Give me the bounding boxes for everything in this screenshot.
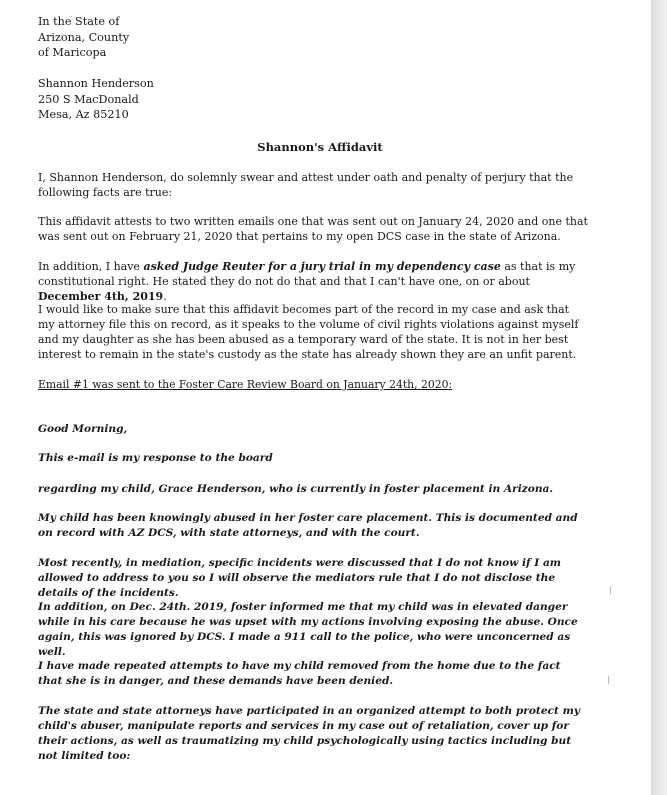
email-greeting: Good Morning, [38,423,128,435]
venue-block [38,14,129,61]
record-paragraph: I would like to make sure that this affidavit becomes part of the record in my case and ask that my attorney file this on record, as it speaks to the volume of civil rights violations against myself and my daughter as she has been abused as a temporary ward of the state. It is not in her best interest to remain in the state's custody as the state has already shown they are an unfit parent. [38,303,579,361]
scan-mark [610,586,611,594]
email-paragraph: My child has been knowingly abused in her foster care placement. This is documented and on record with AZ DCS, with state attorneys, and with the court. [38,512,578,539]
email-paragraph: I have made repeated attempts to have my child removed from the home due to the fact that she is in danger, and these demands have been denied. [38,660,561,687]
jury-request: asked Judge Reuter for a jury trial in my dependency case [143,260,501,273]
address-block [38,76,154,123]
jury-trial-paragraph [38,259,588,304]
venue-line: of Maricopa [38,46,107,59]
email-paragraph: The state and state attorneys have participated in an organized attempt to both protect my child's abuser, manipulate reports and services in my case out of retaliation, cover up for their actions, as well as traumatizing my child psychologically using tactics including but not limited too: [38,705,580,762]
oath-paragraph: I, Shannon Henderson, do solemnly swear and attest under oath and penalty of perjury that the following facts are true: [38,171,574,199]
emails-paragraph: This affidavit attests to two written emails one that was sent out on January 24, 2020 and one that was sent out on February 21, 2020 that pertains to my open DCS case in the state of Arizona. [38,215,588,243]
jury-text-c: as that is my constitutional right. He stated they do not do that and that I can't have one, on or about [38,260,576,288]
jury-date: December 4th, 2019 [38,290,164,303]
email-heading: Email #1 was sent to the Foster Care Review Board on January 24th, 2020: [38,378,453,391]
email-line: This e-mail is my response to the board [38,452,273,464]
venue-line: In the State of [38,15,120,28]
jury-text-e: . [163,290,167,303]
jury-text-a: In addition, I have [38,260,144,273]
scan-mark [608,676,609,684]
email-line: regarding my child, Grace Henderson, who is currently in foster placement in Arizona. [38,483,554,495]
city-address: Mesa, Az 85210 [38,108,129,121]
venue-line: Arizona, County [38,30,130,44]
page-edge [651,0,667,795]
street-address: 250 S MacDonald [38,92,139,106]
email-paragraph: Most recently, in mediation, specific incidents were discussed that I do not know if I am allowed to address to you so I will observe the mediators rule that I do not disclose the details of the incidents. [38,557,562,599]
email-paragraph: In addition, on Dec. 24th. 2019, foster informed me that my child was in elevated danger while in his care because he was upset with my actions involving exposing the abuse. Once again, this was ignored by DCS. I made a 911 call to the police, who were unconcerned as well. [38,601,578,658]
document-title: Shannon's Affidavit [257,140,383,154]
affiant-name: Shannon Henderson [38,77,154,90]
